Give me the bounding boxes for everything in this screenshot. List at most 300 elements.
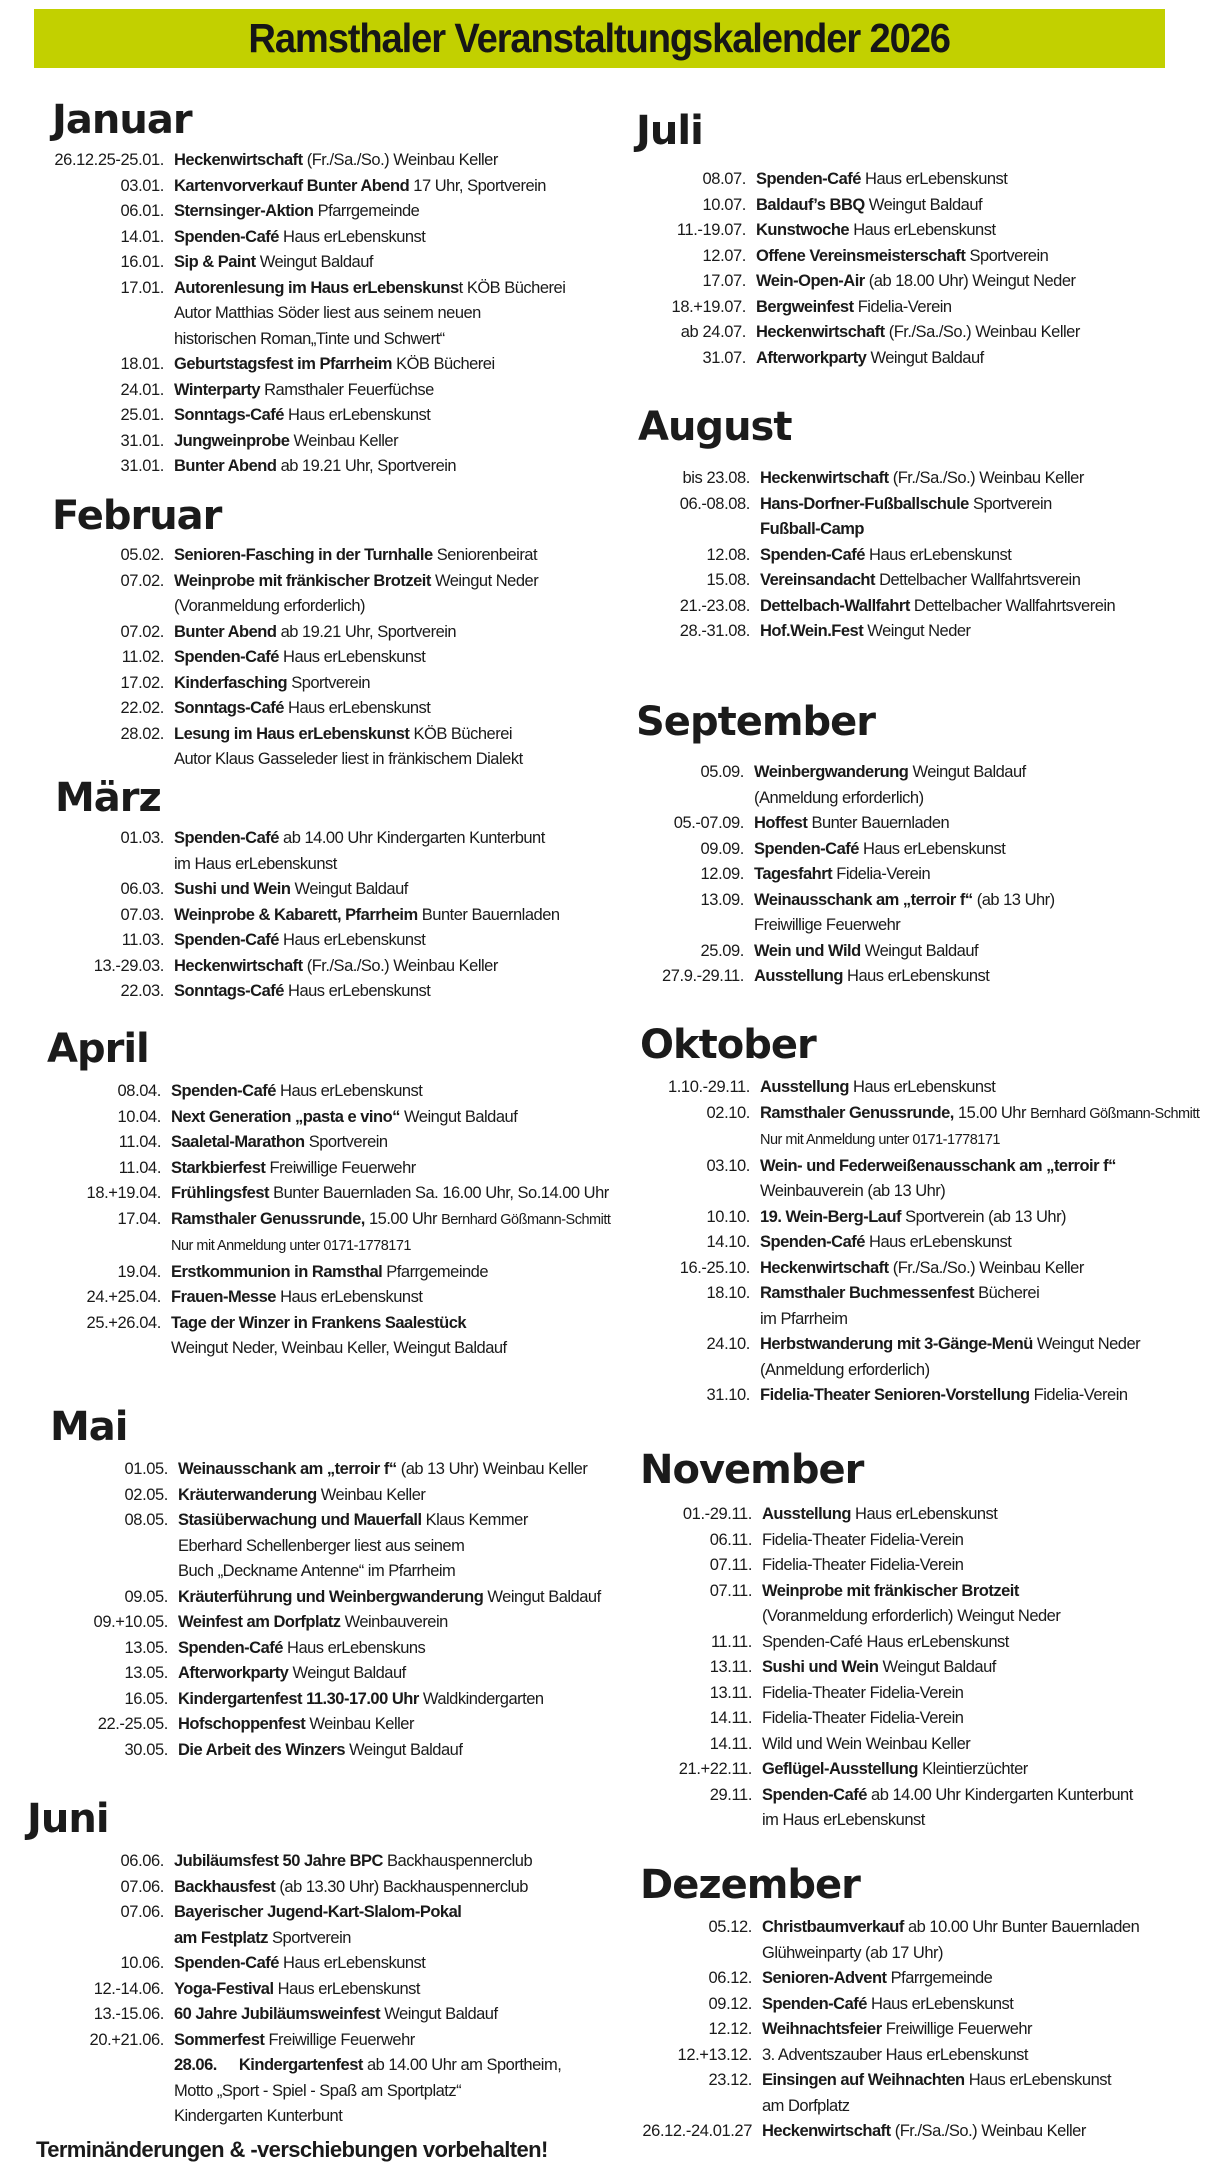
event-title: Wein- und Federweißenausschank am „terroir f“	[760, 1156, 1116, 1175]
event-row	[616, 320, 1080, 346]
event-text	[762, 1783, 1133, 1809]
event-title: Spenden-Café	[171, 1082, 276, 1100]
event-row	[616, 193, 1080, 219]
event-organizer: Haus erLebenskunst	[277, 1979, 421, 1998]
event-row	[30, 903, 560, 929]
event-text	[174, 2079, 461, 2105]
event-text	[762, 1966, 992, 1992]
event-title: Bergweinfest	[756, 297, 854, 316]
event-date: 31.01.	[120, 457, 164, 475]
event-detail: Glühweinparty (ab 17 Uhr)	[762, 1943, 944, 1962]
event-date: 18.01.	[120, 355, 164, 373]
event-text	[754, 964, 989, 990]
event-row	[30, 747, 538, 773]
event-organizer: Sportverein	[291, 673, 371, 692]
event-organizer: Haus erLebenskunst	[288, 982, 431, 1000]
event-organizer: Seniorenbeirat	[436, 546, 538, 564]
event-text	[174, 327, 445, 353]
event-text	[178, 1610, 448, 1636]
event-text	[174, 352, 495, 378]
event-date: 13.09.	[700, 890, 744, 909]
event-text	[762, 2068, 1111, 2094]
event-text	[760, 1075, 995, 1101]
event-row	[30, 826, 560, 852]
event-date: 06.01.	[120, 202, 164, 220]
event-title: Sonntags-Café	[174, 406, 284, 424]
entries-januar	[30, 148, 565, 480]
month-heading: Juli	[636, 108, 703, 154]
entries-april	[27, 1079, 610, 1362]
event-date: 20.+21.06.	[89, 2030, 164, 2049]
event-title: Heckenwirtschaft	[760, 469, 889, 487]
event-row	[30, 722, 538, 748]
event-title: Dettelbach-Wallfahrt	[760, 596, 910, 615]
event-title: Afterworkparty	[178, 1664, 289, 1682]
event-date: 13.05.	[124, 1638, 168, 1657]
event-date: 03.01.	[120, 176, 164, 195]
event-organizer: Fidelia-Verein	[836, 865, 931, 883]
event-date: 05.-07.09.	[673, 814, 744, 832]
month-januar	[52, 98, 192, 142]
event-organizer: Weingut Baldauf	[912, 763, 1026, 781]
event-title-cont: Fußball-Camp	[760, 520, 864, 538]
event-row	[30, 954, 560, 980]
event-text	[754, 913, 900, 939]
event-organizer: Bernhard Gößmann-Schmitt	[1030, 1105, 1200, 1122]
event-row	[622, 1579, 1133, 1605]
event-title: Weinprobe mit fränkischer Brotzeit	[174, 571, 431, 590]
event-date: 25.01.	[120, 406, 164, 424]
event-date: 14.01.	[120, 227, 164, 246]
event-organizer: ab 19.21 Uhr, Sportverein	[280, 457, 457, 475]
event-date: 12.07.	[702, 246, 746, 265]
event-organizer: Bücherei	[978, 1284, 1040, 1302]
month-heading: April	[47, 1026, 149, 1072]
month-februar	[52, 494, 221, 538]
event-text	[762, 1732, 970, 1758]
event-row	[614, 939, 1055, 965]
event-organizer: Haus erLebenskunst	[288, 699, 431, 717]
event-title: Sonntags-Café	[174, 699, 284, 717]
event-row	[622, 1757, 1133, 1783]
event-date: 17.04.	[117, 1209, 161, 1228]
event-text	[174, 928, 425, 954]
event-detail: Motto „Sport - Spiel - Spaß am Sportplatz“	[174, 2081, 462, 2100]
event-text	[171, 1105, 517, 1131]
event-organizer: Haus erLebenskunst	[885, 2045, 1028, 2064]
event-row	[622, 2094, 1139, 2120]
event-date: 07.11.	[709, 1581, 752, 1600]
event-text	[174, 826, 545, 852]
event-title: Fidelia-Theater	[762, 1556, 866, 1574]
event-row	[30, 2104, 561, 2130]
month-heading: August	[638, 404, 792, 450]
event-title: Wild und Wein	[762, 1734, 862, 1753]
event-organizer: Haus erLebenskunst	[280, 1082, 423, 1100]
event-text	[756, 346, 984, 372]
month-juni	[27, 1797, 109, 1841]
event-text	[174, 2028, 415, 2054]
event-organizer: Fidelia-Verein	[1033, 1386, 1128, 1404]
event-organizer: Haus erLebenskunst	[855, 1505, 998, 1523]
event-date: 01.-29.11.	[682, 1505, 752, 1523]
event-row	[622, 1915, 1139, 1941]
event-row	[622, 1502, 1133, 1528]
event-organizer: Sportverein	[972, 494, 1052, 513]
event-text	[756, 167, 1007, 193]
event-text	[762, 1915, 1139, 1941]
event-text	[762, 1706, 963, 1732]
event-title: Weinausschank am „terroir f“	[178, 1460, 397, 1478]
event-row	[622, 1808, 1133, 1834]
event-text	[174, 2002, 498, 2028]
event-text	[762, 1579, 1019, 1605]
event-text	[178, 1661, 406, 1687]
event-detail: Eberhard Schellenberger liest aus seinem	[178, 1536, 465, 1555]
event-title: Spenden-Café	[174, 931, 279, 949]
event-organizer: (Fr./Sa./So.) Weinbau Keller	[892, 469, 1084, 487]
event-text	[762, 1655, 996, 1681]
event-organizer: Weingut Baldauf	[864, 941, 979, 960]
event-row	[30, 569, 538, 595]
event-date: 16.05.	[124, 1689, 168, 1708]
event-date: 18.10.	[706, 1284, 750, 1302]
event-row	[30, 1875, 561, 1901]
event-title: Sternsinger-Aktion	[174, 202, 314, 220]
event-row	[622, 1655, 1133, 1681]
event-detail: im Pfarrheim	[760, 1309, 848, 1328]
event-title: Kunstwoche	[756, 221, 850, 239]
event-detail: Freiwillige Feuerwehr	[754, 916, 901, 934]
event-text	[760, 1332, 1140, 1358]
event-date: 11.03.	[121, 931, 164, 949]
event-title: Sip & Paint	[174, 253, 256, 271]
event-text	[174, 174, 546, 200]
event-detail: Weinbauverein (ab 13 Uhr)	[760, 1182, 946, 1200]
event-text	[762, 2017, 1032, 2043]
event-title: Erstkommunion in Ramsthal	[171, 1262, 383, 1281]
event-title: Senioren-Advent	[762, 1969, 887, 1987]
event-row	[614, 811, 1055, 837]
event-text	[174, 454, 456, 480]
event-row	[622, 1706, 1133, 1732]
event-text	[178, 1687, 544, 1713]
event-text	[760, 1127, 1000, 1154]
event-text	[174, 403, 430, 429]
event-date: 28.-31.08.	[679, 622, 750, 640]
event-title: Heckenwirtschaft	[760, 1258, 889, 1277]
event-organizer: Bunter Bauernladen Sa. 16.00 Uhr, So.14.00 Uhr	[273, 1184, 609, 1202]
event-text	[756, 218, 996, 244]
event-organizer: (Fr./Sa./So.) Weinbau Keller	[306, 956, 498, 975]
event-date: 14.10.	[706, 1233, 750, 1251]
event-organizer: Haus erLebenskunst	[866, 1632, 1009, 1651]
event-date: 17.01.	[120, 278, 164, 297]
event-text	[762, 1941, 943, 1967]
event-row	[620, 568, 1115, 594]
event-row	[34, 1534, 601, 1560]
event-title: Afterworkparty	[756, 348, 867, 367]
event-detail: im Haus erLebenskunst	[174, 854, 337, 873]
event-organizer: Haus erLebenskunst	[847, 967, 990, 985]
event-detail: Buch „Deckname Antenne“ im Pfarrheim	[178, 1562, 456, 1580]
event-text	[762, 2043, 1028, 2069]
event-text	[174, 2104, 342, 2130]
event-organizer: Freiwillige Feuerwehr	[885, 2020, 1033, 2038]
event-text	[760, 492, 1052, 518]
event-row	[614, 760, 1055, 786]
event-date: 09.+10.05.	[93, 1613, 168, 1631]
event-organizer: Sportverein (ab 13 Uhr)	[905, 1207, 1067, 1226]
event-title: Tagesfahrt	[754, 865, 833, 883]
event-organizer: ab 14.00 Uhr Kindergarten Kunterbunt	[871, 1785, 1133, 1804]
event-text	[174, 1875, 528, 1901]
event-organizer: Weingut Baldauf	[259, 253, 373, 271]
event-date: 23.12.	[708, 2071, 752, 2089]
event-title: Hoffest	[754, 814, 808, 832]
month-oktober	[640, 1023, 816, 1067]
event-text	[756, 269, 1076, 295]
event-detail: (Anmeldung erforderlich)	[754, 788, 924, 807]
event-title: Vereinsandacht	[760, 571, 875, 589]
event-title: Heckenwirtschaft	[762, 2122, 891, 2140]
event-text	[178, 1534, 464, 1560]
event-detail: Kindergarten Kunterbunt	[174, 2107, 343, 2125]
event-date: 11.11.	[710, 1632, 752, 1651]
event-date: 08.07.	[702, 170, 746, 188]
event-title: Heckenwirtschaft	[174, 151, 303, 169]
event-text	[762, 1502, 997, 1528]
event-text	[760, 619, 971, 645]
event-row	[622, 1604, 1133, 1630]
event-text	[174, 1977, 420, 2003]
event-row	[30, 174, 565, 200]
event-row	[622, 2043, 1139, 2069]
event-row	[620, 619, 1115, 645]
event-row	[616, 269, 1080, 295]
event-row	[30, 852, 560, 878]
event-title: Fidelia-Theater	[762, 1530, 866, 1549]
event-text	[178, 1738, 462, 1764]
event-row	[614, 786, 1055, 812]
event-title: Winterparty	[174, 380, 261, 399]
event-title: Bunter Abend	[174, 622, 277, 641]
event-text	[178, 1483, 425, 1509]
event-row	[614, 837, 1055, 863]
event-text	[760, 543, 1011, 569]
event-date: ab 24.07.	[680, 323, 746, 341]
event-detail: Nur mit Anmeldung unter 0171-1778171	[171, 1238, 411, 1254]
event-organizer: Fidelia-Verein	[857, 297, 952, 316]
event-text	[174, 1926, 351, 1952]
event-title: Weihnachtsfeier	[762, 2020, 882, 2038]
event-text	[760, 1307, 848, 1333]
event-organizer: (ab 13 Uhr)	[976, 890, 1055, 909]
event-row	[30, 2028, 561, 2054]
event-date: 13.05.	[124, 1664, 168, 1682]
event-text	[171, 1260, 488, 1286]
event-row	[616, 167, 1080, 193]
event-row	[27, 1336, 610, 1362]
entries-oktober	[620, 1075, 1199, 1409]
event-row	[620, 466, 1115, 492]
event-title: Ramsthaler Genussrunde,	[760, 1103, 954, 1122]
event-title: Hans-Dorfner-Fußballschule	[760, 494, 969, 513]
event-text	[760, 1256, 1084, 1282]
event-text	[760, 517, 864, 543]
event-title: Saaletal-Marathon	[171, 1133, 305, 1151]
event-row	[27, 1233, 610, 1260]
event-text	[178, 1636, 425, 1662]
event-title: Heckenwirtschaft	[174, 956, 303, 975]
event-row	[30, 1977, 561, 2003]
event-row	[622, 1966, 1139, 1992]
event-date: 10.10.	[706, 1207, 750, 1226]
event-date: 18.+19.07.	[671, 297, 746, 316]
event-date: 09.09.	[700, 839, 744, 858]
event-date: 06.-08.08.	[679, 494, 750, 513]
event-date: 10.07.	[702, 195, 746, 214]
event-title: Wein-Open-Air	[756, 272, 865, 290]
event-detail: Autor Klaus Gasseleder liest in fränkischem Dialekt	[174, 750, 523, 768]
event-row	[620, 1358, 1199, 1384]
event-date: 08.04.	[117, 1082, 161, 1100]
event-row	[620, 1154, 1199, 1180]
event-date: 17.07.	[702, 272, 746, 290]
event-row	[34, 1508, 601, 1534]
event-text	[174, 852, 337, 878]
event-text	[760, 1383, 1128, 1409]
event-row	[30, 378, 565, 404]
event-title: Weinausschank am „terroir f“	[754, 890, 973, 909]
event-title: Starkbierfest	[171, 1158, 266, 1177]
event-row	[620, 1230, 1199, 1256]
event-text	[174, 979, 430, 1005]
event-organizer: KÖB Bücherei	[396, 355, 495, 373]
event-text	[754, 837, 1005, 863]
event-organizer: Klaus Kemmer	[425, 1511, 528, 1529]
event-text	[762, 2119, 1086, 2145]
event-title: 19. Wein-Berg-Lauf	[760, 1207, 902, 1226]
event-text	[760, 1205, 1066, 1231]
event-date: 14.11.	[709, 1734, 752, 1753]
event-text	[174, 747, 523, 773]
event-row	[34, 1457, 601, 1483]
event-detail: (Voranmeldung erforderlich)	[174, 597, 366, 615]
month-heading: Mai	[50, 1404, 128, 1450]
event-row	[620, 492, 1115, 518]
event-row	[34, 1687, 601, 1713]
event-date: 06.11.	[709, 1530, 752, 1549]
month-heading: November	[640, 1447, 864, 1493]
event-date: 13.-29.03.	[93, 956, 164, 975]
event-title: Backhausfest	[174, 1877, 276, 1896]
entries-dezember	[622, 1915, 1139, 2145]
event-text	[760, 568, 1080, 594]
month-maerz	[55, 776, 161, 820]
event-date: 02.10.	[706, 1103, 750, 1122]
event-detail: (Voranmeldung erforderlich) Weingut Neder	[762, 1607, 1061, 1625]
event-organizer: Pfarrgemeinde	[386, 1262, 489, 1281]
event-row	[620, 1205, 1199, 1231]
event-date: 07.06.	[120, 1877, 164, 1896]
event-organizer: Bunter Bauernladen	[421, 905, 560, 924]
event-text	[171, 1130, 388, 1156]
event-row	[622, 1941, 1139, 1967]
event-title: Hof.Wein.Fest	[760, 622, 864, 640]
event-title: 60 Jahre Jubiläumsweinfest	[174, 2005, 381, 2023]
event-date: 06.12.	[708, 1969, 752, 1987]
event-date: 07.02.	[120, 622, 164, 641]
event-organizer: (Fr./Sa./So.) Weinbau Keller	[888, 323, 1080, 341]
event-text	[171, 1311, 466, 1337]
event-text	[174, 645, 425, 671]
event-date: 26.12.-24.01.27	[642, 2122, 752, 2140]
event-detail: Nur mit Anmeldung unter 0171-1778171	[760, 1132, 1000, 1148]
event-organizer: Sportverein	[969, 246, 1049, 265]
event-row	[34, 1610, 601, 1636]
event-text	[178, 1585, 601, 1611]
entries-september	[614, 760, 1055, 990]
event-row	[622, 2119, 1139, 2145]
event-row	[30, 403, 565, 429]
event-date: 11.-19.07.	[676, 221, 746, 239]
event-date: 07.11.	[709, 1556, 752, 1574]
event-organizer: Weinbau Keller	[320, 1485, 426, 1504]
event-row	[27, 1181, 610, 1207]
event-row	[30, 979, 560, 1005]
event-title: Next Generation „pasta e vino“	[171, 1107, 400, 1126]
event-organizer: Weingut Baldauf	[294, 880, 408, 898]
event-date: 17.02.	[120, 673, 164, 692]
event-date: 06.06.	[120, 1852, 164, 1870]
event-detail: Weingut Neder, Weinbau Keller, Weingut Baldauf	[171, 1339, 507, 1357]
event-organizer: 17 Uhr, Sportverein	[413, 176, 546, 195]
event-row	[622, 1681, 1133, 1707]
event-text	[174, 877, 408, 903]
event-title: Bayerischer Jugend-Kart-Slalom-Pokal	[174, 1903, 462, 1921]
event-text	[174, 301, 481, 327]
event-title: Kindergartenfest 11.30-17.00 Uhr	[178, 1689, 419, 1708]
event-row	[30, 877, 560, 903]
event-row	[30, 620, 538, 646]
event-title: Ausstellung	[754, 967, 843, 985]
event-date: 01.03.	[120, 829, 164, 847]
event-text	[762, 1992, 1013, 2018]
event-row	[30, 1951, 561, 1977]
event-text	[760, 1154, 1116, 1180]
event-date: 03.10.	[706, 1156, 750, 1175]
event-text	[174, 903, 560, 929]
event-organizer: Haus erLebenskunst	[283, 227, 426, 246]
event-date: 24.01.	[120, 380, 164, 399]
event-title: Geburtstagsfest im Pfarrheim	[174, 355, 392, 373]
event-date: 25.+26.04.	[86, 1313, 161, 1332]
event-text	[174, 1900, 461, 1926]
event-organizer: Haus erLebenskunst	[283, 648, 426, 666]
event-row	[620, 543, 1115, 569]
event-date: 16.-25.10.	[679, 1258, 750, 1277]
event-date: 11.04.	[118, 1133, 161, 1151]
month-august	[638, 405, 791, 449]
event-title: Sushi und Wein	[174, 880, 291, 898]
event-row	[34, 1661, 601, 1687]
event-organizer: 15.00 Uhr	[369, 1209, 437, 1228]
event-organizer: Weingut Baldauf	[882, 1658, 996, 1676]
event-title: Weinfest am Dorfplatz	[178, 1613, 341, 1631]
event-text	[178, 1559, 455, 1585]
event-title: Fidelia-Theater	[762, 1683, 866, 1702]
